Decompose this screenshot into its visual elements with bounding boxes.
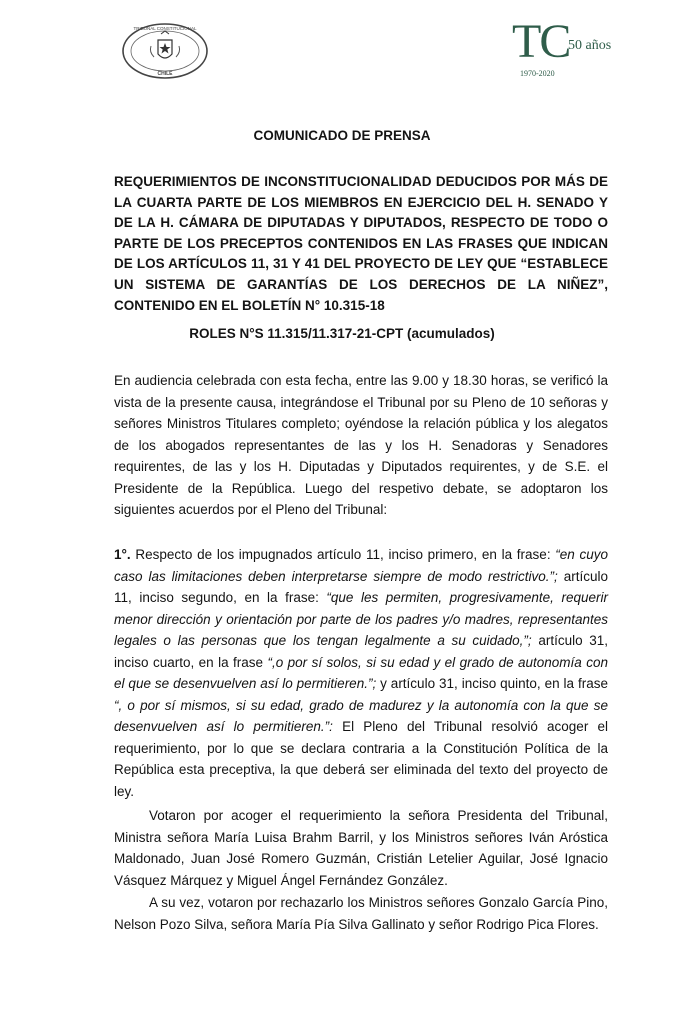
point-text: El Pleno del Tribunal resolvió acoger el requerimiento, por lo que se declara contraria a la Constitución Política de la República esta preceptiva, la que deberá ser eliminada del texto del proyecto de ley. <box>114 719 608 799</box>
point-text: y artículo 31, inciso quinto, en la frase <box>376 676 608 691</box>
quoted-phrase: “,o por sí solos, si su edad y el grado de autonomía con el que se desenvuelven así lo permitieren.”; <box>114 654 608 691</box>
point-text: artículo 31, inciso cuarto, en la frase <box>114 633 608 670</box>
votes-against-paragraph: A su vez, votaron por rechazarlo los Ministros señores Gonzalo García Pino, Nelson Pozo Silva, señora María Pía Silva Gallinato y señor Rodrigo Pica Flores. <box>114 895 608 932</box>
votes-for-paragraph: Votaron por acoger el requerimiento la señora Presidenta del Tribunal, Ministra señora María Luisa Brahm Barril, y los Ministros señores Iván Aróstica Maldonado, Juan José Romero Guzmán, Cristián Letelier Aguilar, José Ignacio Vásquez Márquez y Miguel Ángel Fernández González. <box>114 808 608 888</box>
quoted-phrase: “, o por sí mismos, si su edad, grado de madurez y la autonomía con la que se desenvuelven así lo permitieren.”: <box>114 697 608 734</box>
intro-paragraph: En audiencia celebrada con esta fecha, entre las 9.00 y 18.30 horas, se verificó la vista de la presente causa, integrándose el Tribunal por su Pleno de 10 señoras y señores Ministros Titulares completo; oyéndose la relación pública y los alegatos de los abogados representantes de las y los H. Senadoras y Senadores requirentes, de las y los H. Diputadas y Diputados requirentes, y de S.E. el Presidente de la República. Luego del respetivo debate, se adoptaron los siguientes acuerdos por el Pleno del Tribunal: <box>114 373 608 517</box>
tc-50-anos-logo <box>508 16 618 82</box>
point-text: Respecto de los impugnados artículo 11, inciso primero, en la frase: <box>130 547 556 562</box>
point-text: artículo 11, inciso segundo, en la frase: <box>114 568 609 605</box>
quoted-phrase: “en cuyo caso las limitaciones deben interpretarse siempre de modo restrictivo.”; <box>114 547 608 584</box>
document-title: COMUNICADO DE PRENSA <box>253 128 431 143</box>
quoted-phrase: “que les permiten, progresivamente, requerir menor dirección y orientación por parte de los padres y/o madres, representantes legales o las personas que los tengan legalmente a su cuidado,”; <box>114 590 608 648</box>
headline: REQUERIMIENTOS DE INCONSTITUCIONALIDAD DEDUCIDOS POR MÁS DE LA CUARTA PARTE DE LOS MIEMBROS EN EJERCICIO DEL H. SENADO Y DE LA H. CÁMARA DE DIPUTADAS Y DIPUTADOS, RESPECTO DE TODO O PARTE DE LOS PRECEPTOS CONTENIDOS EN LAS FRASES QUE INDICAN DE LOS ARTÍCULOS 11, 31 Y 41 DEL PROYECTO DE LEY QUE “ESTABLECE UN SISTEMA DE GARANTÍAS DE LOS DERECHOS DE LA NIÑEZ”, CONTENIDO EN EL BOLETÍN N° 10.315-18 <box>114 174 608 313</box>
tribunal-constitucional-seal <box>121 22 209 80</box>
svg-text:CHILE: CHILE <box>157 71 173 77</box>
tc-logo-letters: TC <box>512 15 570 68</box>
tc-logo-years: 1970-2020 <box>520 69 555 78</box>
roles-line: ROLES N°S 11.315/11.317-21-CPT (acumulados) <box>189 326 495 341</box>
tc-logo-anniversary-text: 50 años <box>568 38 612 53</box>
svg-text:TRIBUNAL CONSTITUCIONAL: TRIBUNAL CONSTITUCIONAL <box>133 26 197 31</box>
point-1-paragraph <box>114 544 608 802</box>
point-number: 1°. <box>114 547 131 562</box>
